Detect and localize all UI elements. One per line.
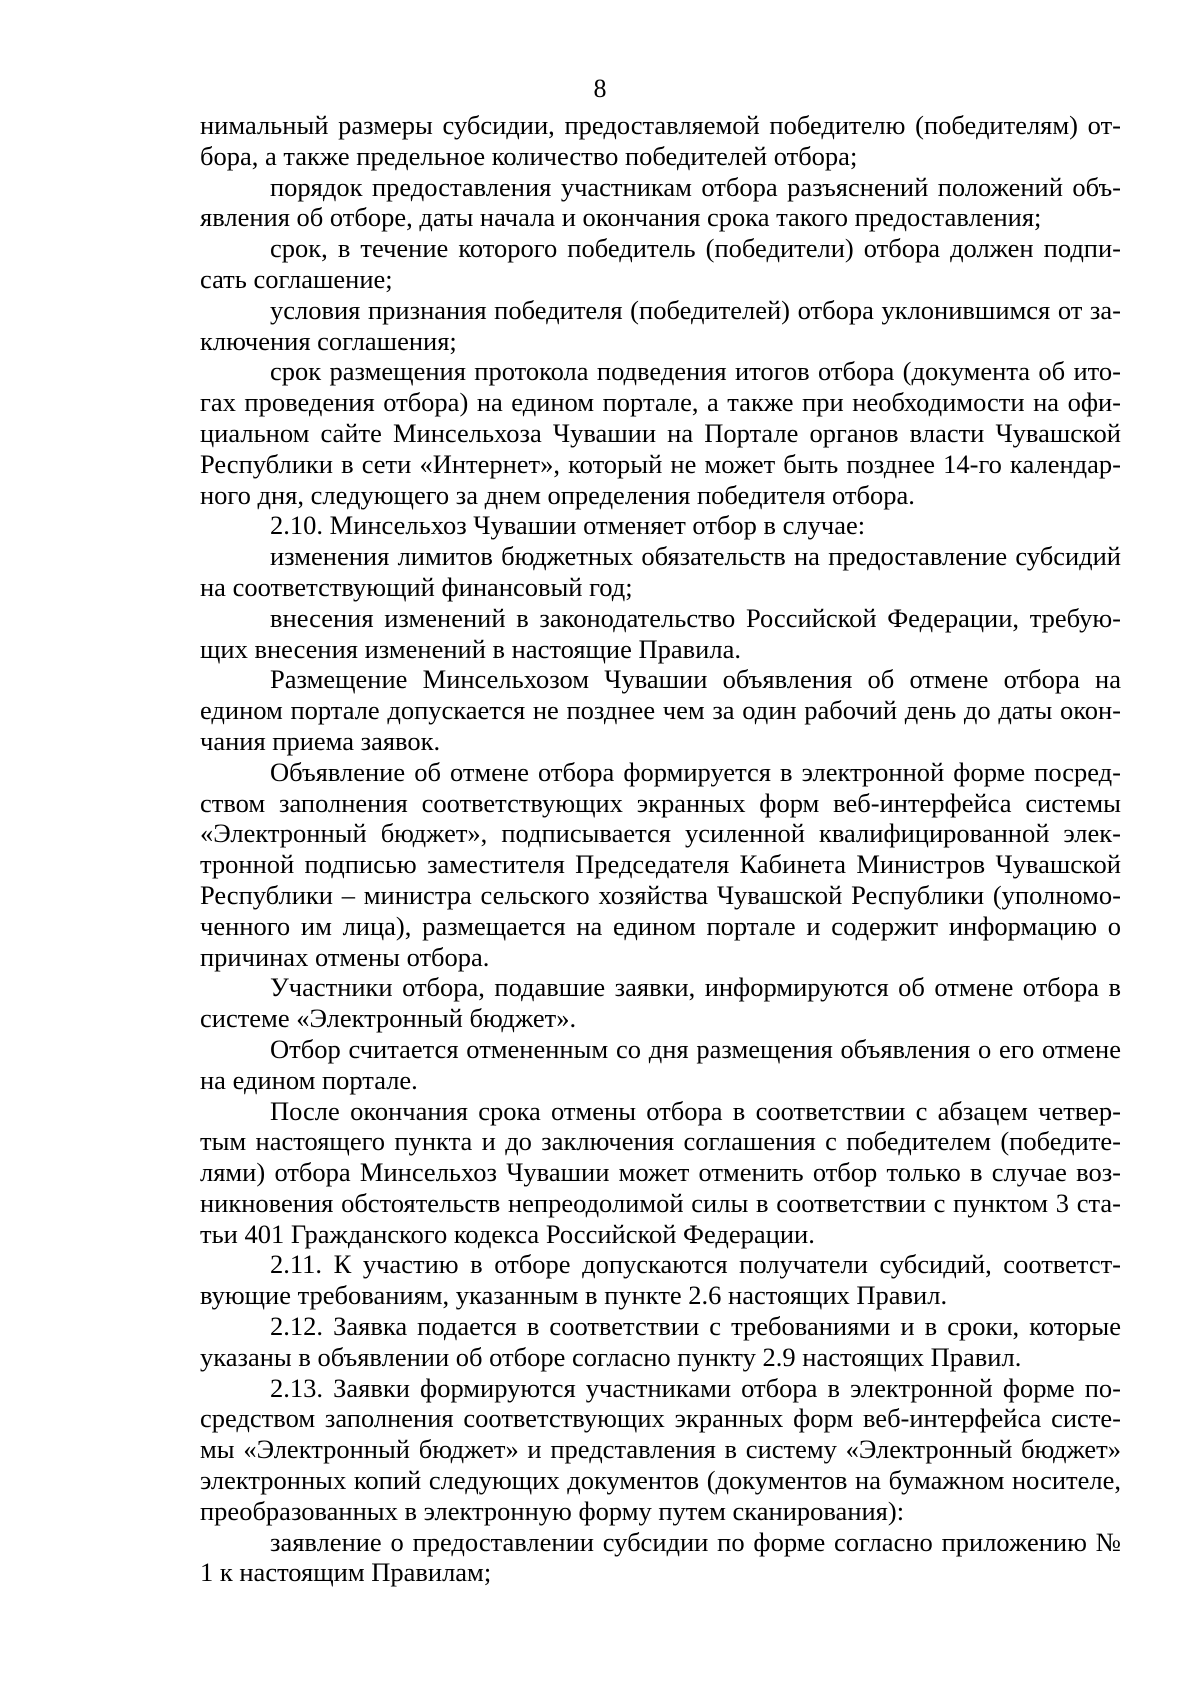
paragraph: 2.11. К участию в отборе допускаются получатели субсидий, соответствующие требованиям, указанным в пункте 2.6 настоящих Правил.: [200, 1249, 1121, 1311]
paragraph: изменения лимитов бюджетных обязательств на предоставление субсидий на соответствующий финансовый год;: [200, 541, 1121, 602]
paragraph: 2.13. Заявки формируются участниками отбора в электронной форме посредством заполнения соответствующих экранных форм веб-интерфейса системы «Электронный бюджет» и представления в систему «Электронный бюджет» электронных копий следующих документов (документов на бумажном носителе, преобразованных в электронную форму путем сканирования):: [200, 1372, 1121, 1526]
paragraph: заявление о предоставлении субсидии по форме согласно приложению № 1 к настоящим Правилам;: [200, 1526, 1121, 1588]
paragraph: срок размещения протокола подведения итогов отбора (документа об итогах проведения отбора) на едином портале, а также при необходимости на официальном сайте Минсельхоза Чувашии на Портале органов власти Чувашской Республики в сети «Интернет», который не может быть позднее 14-го календарного дня, следующего за днем определения победителя отбора.: [200, 356, 1121, 510]
paragraph: После окончания срока отмены отбора в соответствии с абзацем четвертым настоящего пункта и до заключения соглашения с победителем (победителями) отбора Минсельхоз Чувашии может отменить отбор только в случае возникновения обстоятельств непреодолимой силы в соответствии с пунктом 3 статьи 401 Гражданского кодекса Российской Федерации.: [200, 1095, 1121, 1249]
paragraph: Размещение Минсельхозом Чувашии объявления об отмене отбора на едином портале допускается не позднее чем за один рабочий день до даты окончания приема заявок.: [200, 664, 1121, 756]
paragraph: условия признания победителя (победителей) отбора уклонившимся от заключения соглашения;: [200, 294, 1121, 356]
paragraph: нимальный размеры субсидии, предоставляемой победителю (победителям) отбора, а также предельное количество победителей отбора;: [200, 110, 1121, 171]
paragraph: 2.10. Минсельхоз Чувашии отменяет отбор в случае:: [270, 510, 866, 541]
page-number: 8: [593, 74, 607, 103]
paragraph: Объявление об отмене отбора формируется в электронной форме посредством заполнения соответствующих экранных форм веб-интерфейса системы «Электронный бюджет», подписывается усиленной квалифицированной электронной подписью заместителя Председателя Кабинета Министров Чувашской Республики – министра сельского хозяйства Чувашской Республики (уполномоченного им лица), размещается на едином портале и содержит информацию о причинах отмены отбора.: [200, 756, 1121, 972]
paragraph: порядок предоставления участникам отбора разъяснений положений объявления об отборе, даты начала и окончания срока такого предоставления;: [200, 171, 1121, 233]
paragraph: Участники отбора, подавшие заявки, информируются об отмене отбора в системе «Электронный бюджет».: [200, 972, 1121, 1034]
paragraph: Отбор считается отмененным со дня размещения объявления о его отмене на едином портале.: [200, 1033, 1121, 1095]
paragraph: внесения изменений в законодательство Российской Федерации, требующих внесения изменений в настоящие Правила.: [200, 602, 1121, 664]
paragraph: срок, в течение которого победитель (победители) отбора должен подписать соглашение;: [200, 233, 1121, 294]
body-text: [200, 110, 1121, 1588]
paragraph: 2.12. Заявка подается в соответствии с требованиями и в сроки, которые указаны в объявлении об отборе согласно пункту 2.9 настоящих Правил.: [200, 1311, 1121, 1372]
